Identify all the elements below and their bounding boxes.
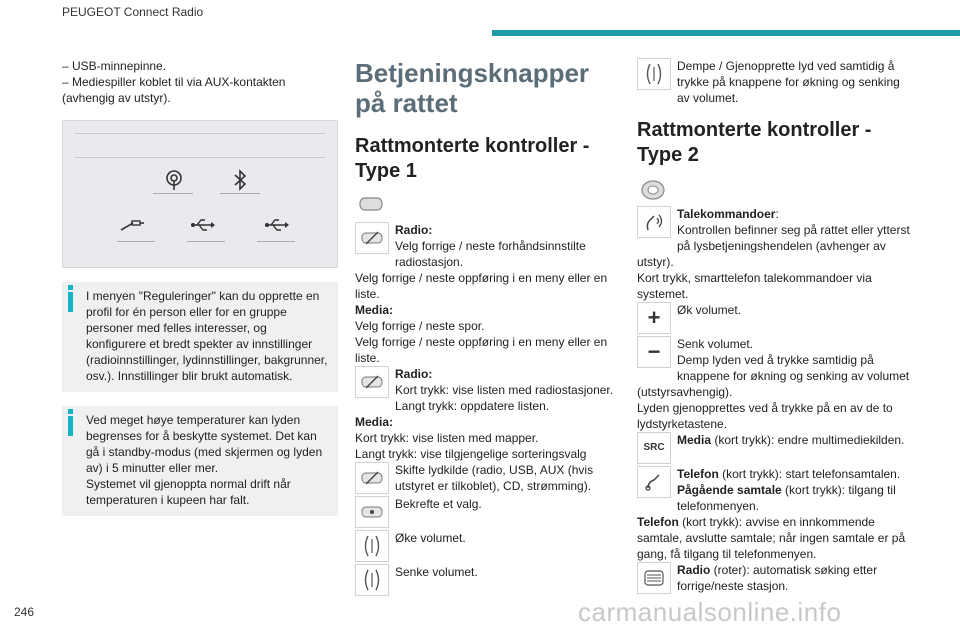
intro-line-1: – USB-minnepinne. xyxy=(62,59,167,73)
text: Kort trykk: vise listen med radiostasjoner. xyxy=(395,383,614,397)
steering-icon-row xyxy=(637,178,913,206)
src-icon xyxy=(637,432,671,464)
control-row xyxy=(355,366,617,398)
label-media: Media: xyxy=(355,303,394,317)
icon-underline xyxy=(153,193,193,194)
plus-icon: + xyxy=(637,302,671,334)
control-row xyxy=(355,222,617,270)
mute-wheels-icon xyxy=(637,58,671,90)
text: (kort trykk): endre multimediekilden. xyxy=(711,433,905,447)
aux-plug-icon xyxy=(115,217,149,237)
text: (kort trykk): avvise en innkommende samtale, avslutte samtale; når ingen samtale er på gang, få tilgang til telefonmenyen. xyxy=(637,515,906,561)
subsection-heading-type2: Rattmonterte kontroller - Type 2 xyxy=(637,119,872,166)
screen-illustration xyxy=(62,120,338,268)
text: Demp lyden ved å trykke samtidig på knappene for økning og senking av volumet (utstyrsavhengig). xyxy=(637,353,910,399)
label-phone: Telefon xyxy=(637,515,679,529)
text: (kort trykk): tilgang til telefonmenyen. xyxy=(677,483,896,513)
bluetooth-icon xyxy=(223,169,257,196)
info-marker-bar xyxy=(68,416,73,436)
volume-down-wheel-icon xyxy=(355,564,389,596)
column-3 xyxy=(637,58,913,596)
text: Velg forrige / neste spor. xyxy=(355,319,485,333)
text: Bekrefte et valg. xyxy=(395,497,482,511)
note-text: Ved meget høye temperaturer kan lyden begrenses for å beskytte systemet. Det kan gå i standby-modus (med skjermen og lyden av) i 5 minutter eller mer. xyxy=(86,413,323,475)
text: Langt trykk: vise tilgjengelige sorteringsvalg xyxy=(355,447,587,461)
wifi-like-icon xyxy=(157,169,191,196)
text: (roter): automatisk søking etter forrige/neste stasjon. xyxy=(677,563,878,593)
info-marker-icon xyxy=(68,285,73,290)
scroll-press-icon xyxy=(355,366,389,398)
control-row xyxy=(637,432,913,466)
text: Velg forrige / neste oppføring i en meny eller en liste. xyxy=(355,271,608,301)
text: Velg forrige / neste oppføring i en meny eller en liste. xyxy=(355,335,608,365)
control-row xyxy=(355,564,617,598)
label-phone: Telefon xyxy=(677,467,719,481)
phone-icon xyxy=(637,466,671,498)
steering-icon-row xyxy=(355,194,617,222)
control-row xyxy=(637,58,913,106)
control-row xyxy=(355,462,617,496)
text: Kort trykk, smarttelefon talekommandoer via systemet. xyxy=(637,271,872,301)
info-marker-bar xyxy=(68,292,73,312)
subsection-heading-type1: Rattmonterte kontroller - Type 1 xyxy=(355,135,590,182)
control-row xyxy=(637,466,913,514)
text: (kort trykk): start telefonsamtalen. xyxy=(718,467,901,481)
screen-line xyxy=(75,133,325,134)
watermark: carmanualsonline.info xyxy=(578,597,842,627)
text: Lyden gjenopprettes ved å trykke på en av de to lydstyrketastene. xyxy=(637,401,893,431)
minus-icon: − xyxy=(637,336,671,368)
steering-wheel-controls-icon xyxy=(355,194,387,214)
icon-underline xyxy=(117,241,155,242)
label-radio: Radio: xyxy=(395,223,433,237)
column-2 xyxy=(355,58,617,598)
icon-underline xyxy=(220,193,260,194)
usb-icon xyxy=(259,217,293,237)
column-1 xyxy=(62,58,338,516)
radio-roller-icon xyxy=(637,562,671,594)
control-row xyxy=(355,496,617,530)
label-voice: Talekommandoer xyxy=(677,207,776,221)
text: Senke volumet. xyxy=(395,565,478,579)
text: Kontrollen befinner seg på rattet eller ytterst på lysbetjeningshendelen (avhenger av utstyr). xyxy=(637,223,910,269)
text: Langt trykk: oppdatere listen. xyxy=(395,399,550,413)
label-radio: Radio: xyxy=(395,367,433,381)
control-row xyxy=(637,302,913,336)
text: Senk volumet. xyxy=(677,337,754,351)
label-ongoing-call: Pågående samtale xyxy=(677,483,782,497)
screen-line xyxy=(75,157,325,158)
voice-command-icon xyxy=(637,206,671,238)
icon-underline xyxy=(257,241,295,242)
usb-icon xyxy=(185,217,219,237)
control-row xyxy=(637,336,913,400)
scroll-wheel-icon xyxy=(355,222,389,254)
control-row: Talekommandoer: Kontrollen befinner seg på rattet eller ytterst på lysbetjeningshendelen (avhenger av utstyr). xyxy=(637,206,913,270)
text: Øk volumet. xyxy=(677,303,742,317)
header-accent-bar xyxy=(492,30,960,36)
text: Dempe / Gjenopprette lyd ved samtidig å trykke på knappene for økning og senking av volumet. xyxy=(677,59,900,105)
volume-up-wheel-icon xyxy=(355,530,389,562)
confirm-button-icon xyxy=(355,496,389,528)
section-heading: Betjeningsknapper på rattet xyxy=(355,58,590,118)
text: Kort trykk: vise listen med mapper. xyxy=(355,431,539,445)
info-note-2 xyxy=(62,406,338,516)
steering-wheel-icon xyxy=(637,178,669,202)
page-number: 246 xyxy=(14,605,35,619)
text: Øke volumet. xyxy=(395,531,466,545)
text: Velg forrige / neste forhåndsinnstilte radiostasjon. xyxy=(395,239,586,269)
icon-underline xyxy=(187,241,225,242)
label-media: Media: xyxy=(355,415,394,429)
header-title: PEUGEOT Connect Radio xyxy=(62,5,204,19)
note-text: Systemet vil gjenoppta normal drift når temperaturen i kupeen har falt. xyxy=(86,477,291,507)
label-media: Media xyxy=(677,433,712,447)
control-row xyxy=(637,562,913,596)
control-row xyxy=(355,530,617,564)
label-radio: Radio xyxy=(677,563,711,577)
note-text: I menyen "Reguleringer" kan du opprette en profil for én person eller for en gruppe personer med felles interesser, og konfigurere et bredt spekter av innstillinger (radioinnstillinger, lydinnstillinger, bakgrunner, osv.). Innstillinger blir brukt automatisk. xyxy=(86,289,328,383)
src-icon-text: SRC xyxy=(643,442,665,453)
info-note-1 xyxy=(62,282,338,392)
info-marker-icon xyxy=(68,409,73,414)
source-button-icon xyxy=(355,462,389,494)
intro-line-2: – Mediespiller koblet til via AUX-kontakten (avhengig av utstyr). xyxy=(62,75,286,105)
text: Skifte lydkilde (radio, USB, AUX (hvis utstyret er tilkoblet), CD, strømming). xyxy=(395,463,594,493)
